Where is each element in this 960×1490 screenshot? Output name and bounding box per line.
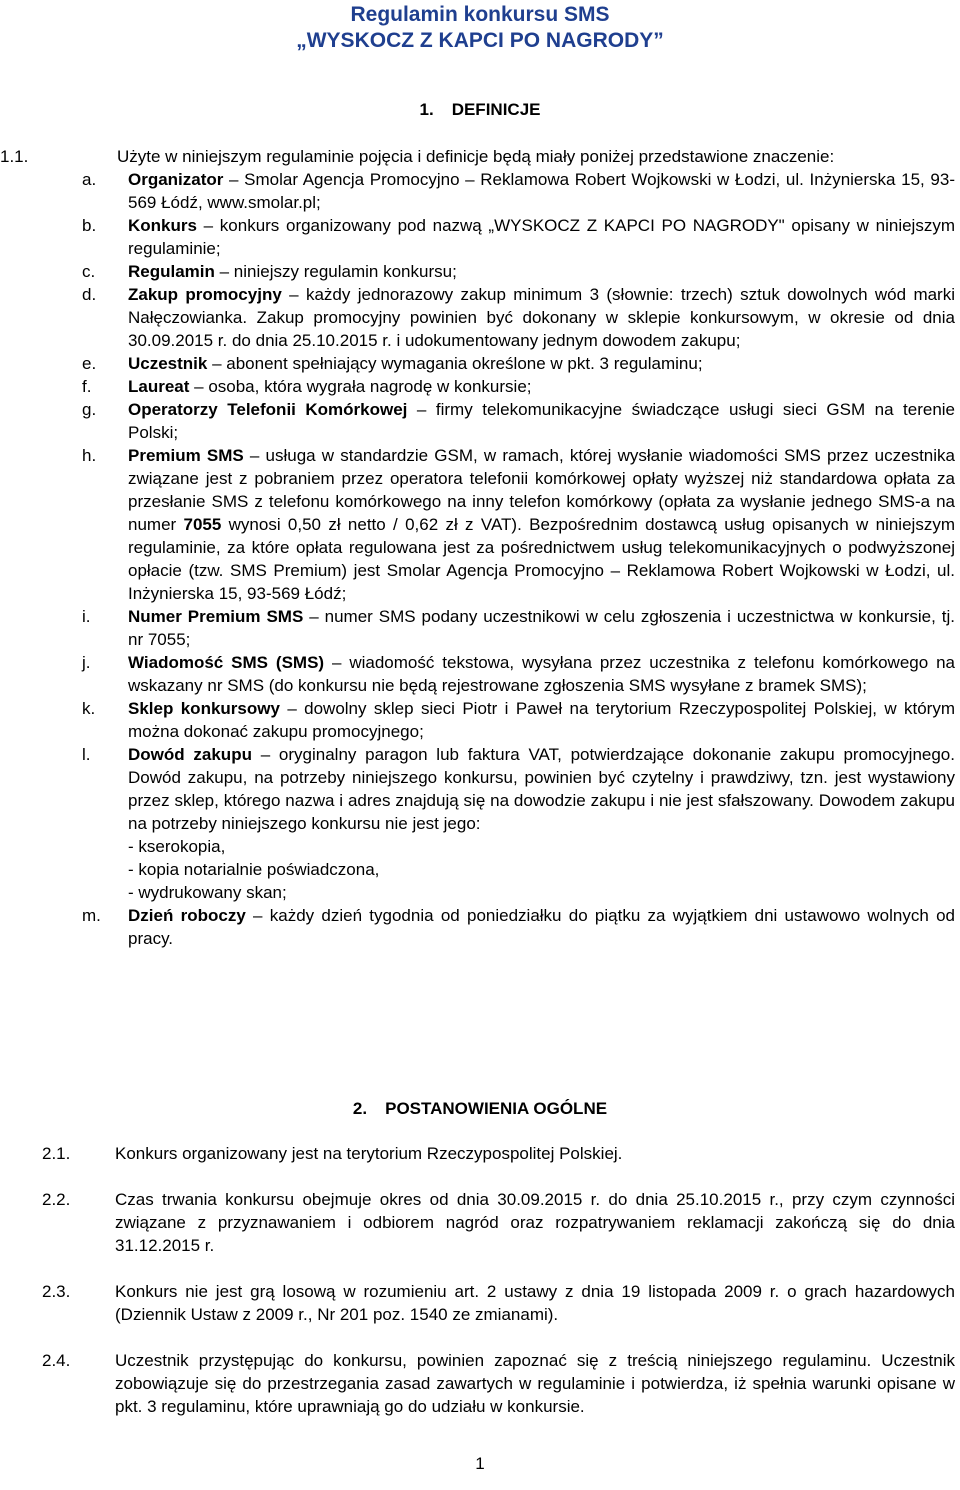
provision-text: Konkurs organizowany jest na terytorium Rzeczypospolitej Polskiej. [115, 1144, 623, 1163]
proof-exclusion-item: - kopia notarialnie poświadczona, [128, 860, 380, 879]
definition-term: Dowód zakupu [128, 745, 252, 764]
section-1-intro [0, 145, 955, 168]
definition-text: – firmy telekomunikacyjne świadczące usługi sieci GSM na terenie Polski; [128, 400, 956, 442]
definition-h [0, 444, 955, 605]
definition-letter: l. [82, 745, 91, 764]
intro-text: Użyte w niniejszym regulaminie pojęcia i definicje będą miały poniżej przedstawione znaczenie: [117, 147, 835, 166]
definition-text: – abonent spełniający wymagania określone w pkt. 3 regulaminu; [207, 354, 703, 373]
definition-text: – oryginalny paragon lub faktura VAT, potwierdzające dokonanie zakupu promocyjnego. Dowód zakupu, na potrzeby niniejszego konkursu, powinien być czytelny i prawdziwy, tzn. jest wystawiony przez sklep, którego nazwa i adres znajdują się na dowodzie zakupu i nie jest sfałszowany. Dowodem zakupu na potrzeby niniejszego konkursu nie jest jego: [128, 745, 955, 833]
provision-2-4 [0, 1349, 955, 1418]
provision-number: 2.4. [42, 1351, 71, 1370]
section-1-title: DEFINICJE [451, 100, 541, 119]
definition-l [0, 743, 955, 904]
definition-text: – usługa w standardzie GSM, w ramach, której wysłanie wiadomości SMS przez uczestnika związane jest z pobraniem przez operatora telefonii komórkowej opłaty wyższej niż standardowa opłata za przesłanie SMS z telefonu komórkowego na inny telefon komórkowy (opłata za wysłanie jednego SMS-a na numer [128, 446, 955, 534]
definition-term: Konkurs [128, 216, 197, 235]
definition-term: Premium SMS [128, 446, 244, 465]
definition-text: – osoba, która wygrała nagrodę w konkursie; [189, 377, 532, 396]
provision-2-2 [0, 1188, 955, 1257]
definition-term: Sklep konkursowy [128, 699, 280, 718]
proof-exclusion-item: - kserokopia, [128, 837, 226, 856]
definition-text: – każdy dzień tygodnia od poniedziałku do piątku za wyjątkiem dni ustawowo wolnych od pracy. [128, 906, 955, 948]
definition-text: – wiadomość tekstowa, wysyłana przez uczestnika z telefonu komórkowego na wskazany nr SMS (do konkursu nie będą rejestrowane zgłoszenia SMS wysyłane z bramek SMS); [128, 653, 955, 695]
definition-text: – dowolny sklep sieci Piotr i Paweł na terytorium Rzeczypospolitej Polskiej, w którym można dokonać zakupu promocyjnego; [128, 699, 955, 741]
definition-text: – konkurs organizowany pod nazwą „WYSKOCZ Z KAPCI PO NAGRODY" opisany w niniejszym regulaminie; [128, 216, 955, 258]
proof-exclusion-item: - wydrukowany skan; [128, 883, 287, 902]
definition-f [0, 375, 955, 398]
definition-term: Operatorzy Telefonii Komórkowej [128, 400, 408, 419]
definition-text: – każdy jednorazowy zakup minimum 3 (słownie: trzech) sztuk dowolnych wód marki Nałęczowianka. Zakup promocyjny powinien być dokonany w sklepie konkursowym, w okresie od dnia 30.09.2015 r. do dnia 25.10.2015 r. i udokumentowany jednym dowodem zakupu; [128, 285, 955, 350]
section-2-title: POSTANOWIENIA OGÓLNE [385, 1099, 608, 1118]
provision-number: 2.1. [42, 1144, 71, 1163]
definition-term: Regulamin [128, 262, 215, 281]
section-2-heading [0, 1097, 960, 1120]
definition-letter: e. [82, 354, 97, 373]
intro-number: 1.1. [0, 147, 29, 166]
definition-term: Numer Premium SMS [128, 607, 304, 626]
provision-text: Uczestnik przystępując do konkursu, powinien zapoznać się z treścią niniejszego regulaminu. Uczestnik zobowiązuje się do przestrzegania zasad zawartych w regulaminie i potwierdza, iż spełnia warunki opisane w pkt. 3 regulaminu, które uprawniają go do udziału w konkursie. [115, 1351, 955, 1416]
definition-m [0, 904, 955, 950]
definition-term: Wiadomość SMS (SMS) [128, 653, 325, 672]
definition-letter: c. [82, 262, 96, 281]
definition-letter: d. [82, 285, 97, 304]
definition-letter: f. [82, 377, 92, 396]
definition-a [0, 168, 955, 214]
definition-c [0, 260, 955, 283]
definition-d [0, 283, 955, 352]
definition-letter: b. [82, 216, 97, 235]
definition-letter: i. [82, 607, 91, 626]
definition-b [0, 214, 955, 260]
definition-j [0, 651, 955, 697]
definition-letter: g. [82, 400, 97, 419]
definition-letter: j. [82, 653, 91, 672]
definition-text: – Smolar Agencja Promocyjno – Reklamowa Robert Wojkowski w Łodzi, ul. Inżynierska 15, 93-569 Łódź, www.smolar.pl; [128, 170, 955, 212]
provision-2-3 [0, 1280, 955, 1326]
definition-term: Zakup promocyjny [128, 285, 282, 304]
definition-letter: a. [82, 170, 97, 189]
definition-letter: k. [82, 699, 96, 718]
definition-i [0, 605, 955, 651]
definition-g [0, 398, 955, 444]
definition-term: Uczestnik [128, 354, 208, 373]
definition-term: Laureat [128, 377, 190, 396]
section-1-heading [0, 98, 960, 121]
definition-text: – niniejszy regulamin konkursu; [214, 262, 457, 281]
provision-text: Konkurs nie jest grą losową w rozumieniu art. 2 ustawy z dnia 19 listopada 2009 r. o grach hazardowych (Dziennik Ustaw z 2009 r., Nr 201 poz. 1540 ze zmianami). [115, 1282, 955, 1324]
definition-k [0, 697, 955, 743]
definition-term: Organizator [128, 170, 224, 189]
definition-letter: m. [82, 906, 101, 925]
definition-text: – numer SMS podany uczestnikowi w celu zgłoszenia i uczestnictwa w konkursie, tj. nr 7055; [128, 607, 955, 649]
section-2-number: 2. [352, 1099, 368, 1118]
definition-e [0, 352, 955, 375]
premium-number: 7055 [183, 515, 222, 534]
definition-text-continued: wynosi 0,50 zł netto / 0,62 zł z VAT). Bezpośrednim dostawcą usług opisanych w niniejszym regulaminie, za które opłata regulowana jest za pośrednictwem usług telekomunikacyjnych o podwyższonej opłacie (tzw. SMS Premium) jest Smolar Agencja Promocyjno – Reklamowa Robert Wojkowski w Łodzi, ul. Inżynierska 15, 93-569 Łódź; [128, 515, 955, 603]
provision-number: 2.3. [42, 1282, 71, 1301]
definition-letter: h. [82, 446, 97, 465]
definition-term: Dzień roboczy [128, 906, 246, 925]
section-1-number: 1. [419, 100, 434, 119]
definitions-list [0, 168, 955, 950]
provision-number: 2.2. [42, 1190, 71, 1209]
provision-2-1 [0, 1142, 955, 1165]
document-title-line-1: Regulamin konkursu SMS [350, 3, 610, 26]
document-title-line-2: „WYSKOCZ Z KAPCI PO NAGRODY” [296, 29, 664, 52]
page-number: 1 [475, 1454, 485, 1473]
provision-text: Czas trwania konkursu obejmuje okres od dnia 30.09.2015 r. do dnia 25.10.2015 r., przy czym czynności związane z przyznawaniem i odbiorem nagród oraz rozpatrywaniem reklamacji zakończą się do dnia 31.12.2015 r. [115, 1190, 955, 1255]
